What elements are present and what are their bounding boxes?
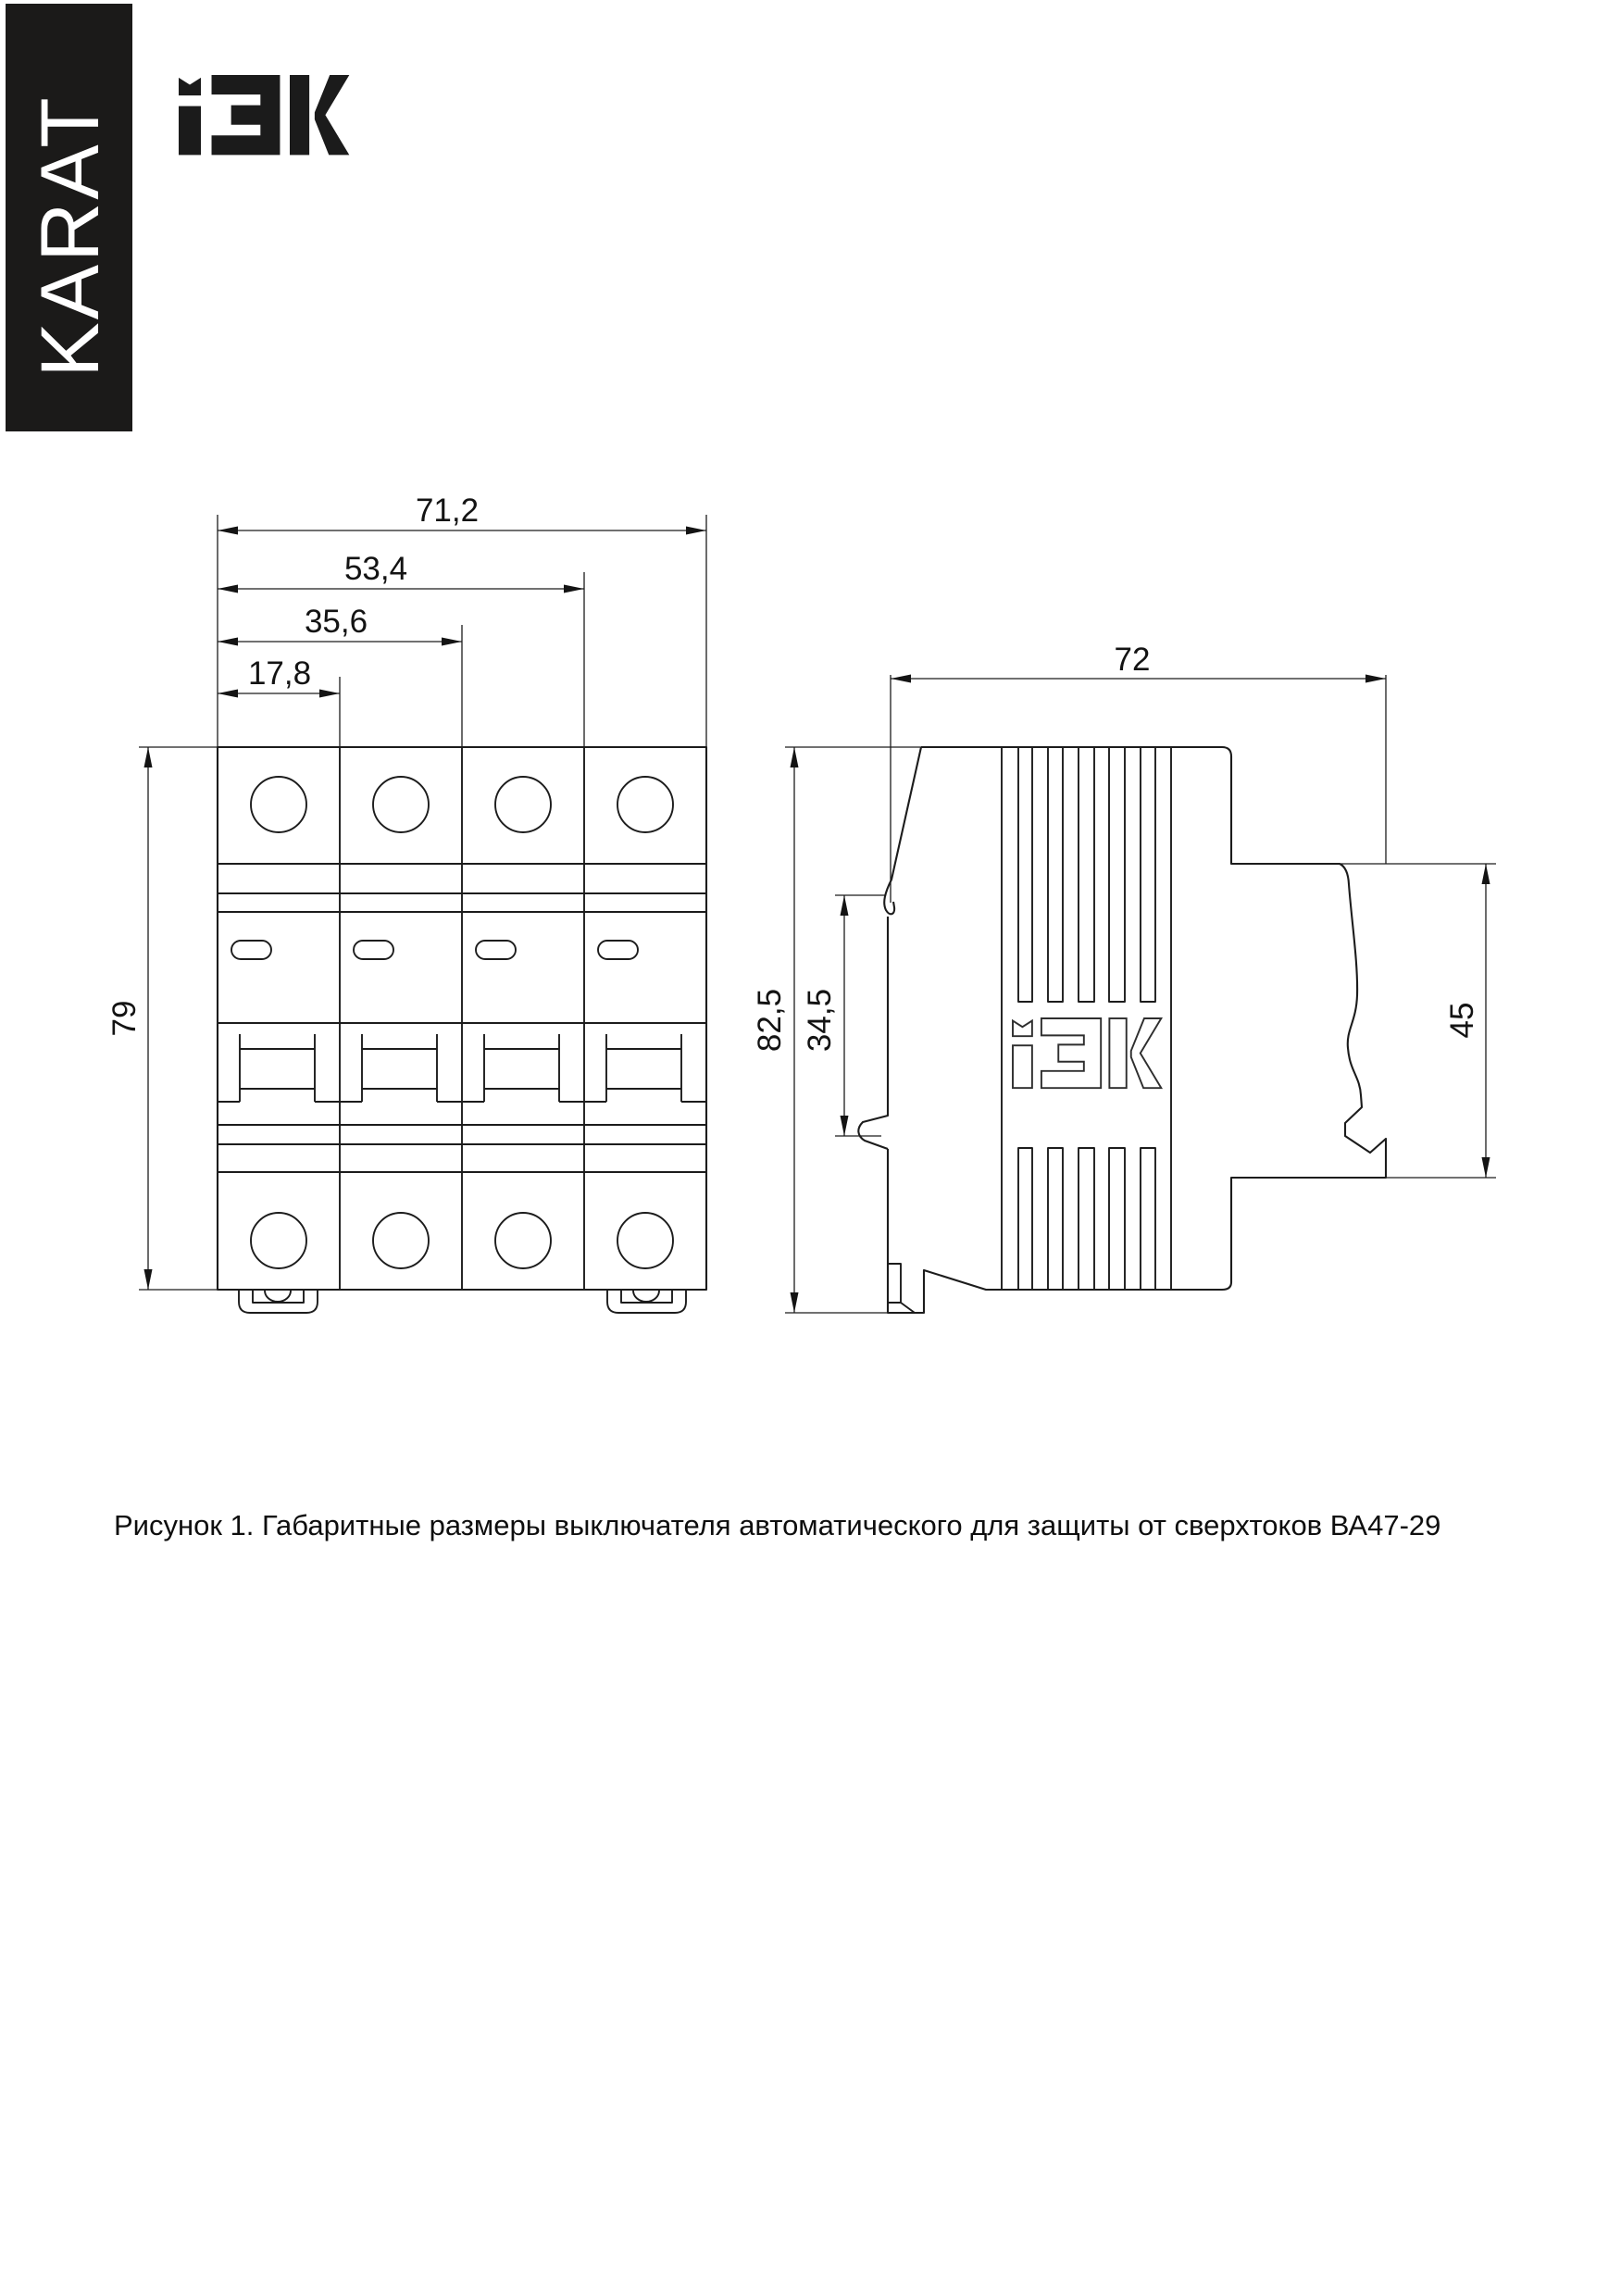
dim-label-53-4: 53,4 [343, 551, 408, 587]
dim-label-35-6: 35,6 [304, 604, 368, 640]
front-view [106, 493, 706, 1313]
side-front-slant [884, 747, 921, 914]
iek-logo [179, 75, 349, 155]
pole-separators [340, 747, 584, 1290]
figure-caption: Рисунок 1. Габаритные размеры выключателя автоматического для защиты от сверхтоков ВА47-29 [114, 1509, 1441, 1541]
lower-vent-slots [1018, 1148, 1155, 1289]
dim-label-79: 79 [106, 1000, 143, 1037]
marking-windows [231, 941, 638, 959]
upper-vent-slots [1018, 748, 1155, 1002]
dim-label-45: 45 [1444, 1002, 1480, 1039]
iek-logo-embossed [1013, 1018, 1161, 1088]
din-clips-front [239, 1290, 686, 1313]
dim-label-82-5: 82,5 [752, 988, 788, 1053]
side-view [752, 642, 1496, 1313]
front-extension-lines [139, 515, 706, 1290]
side-front-edge [858, 917, 888, 1149]
dim-label-72: 72 [1114, 642, 1151, 678]
side-din-foot [888, 1264, 915, 1313]
dim-label-71-2: 71,2 [415, 493, 480, 529]
dim-label-17-8: 17,8 [247, 655, 312, 692]
karat-banner [6, 4, 132, 431]
side-body-outline [888, 747, 1386, 1313]
front-dimension-arrows [144, 527, 707, 1291]
banner-text: KARAT [23, 94, 116, 378]
dim-label-34-5: 34,5 [802, 988, 838, 1053]
